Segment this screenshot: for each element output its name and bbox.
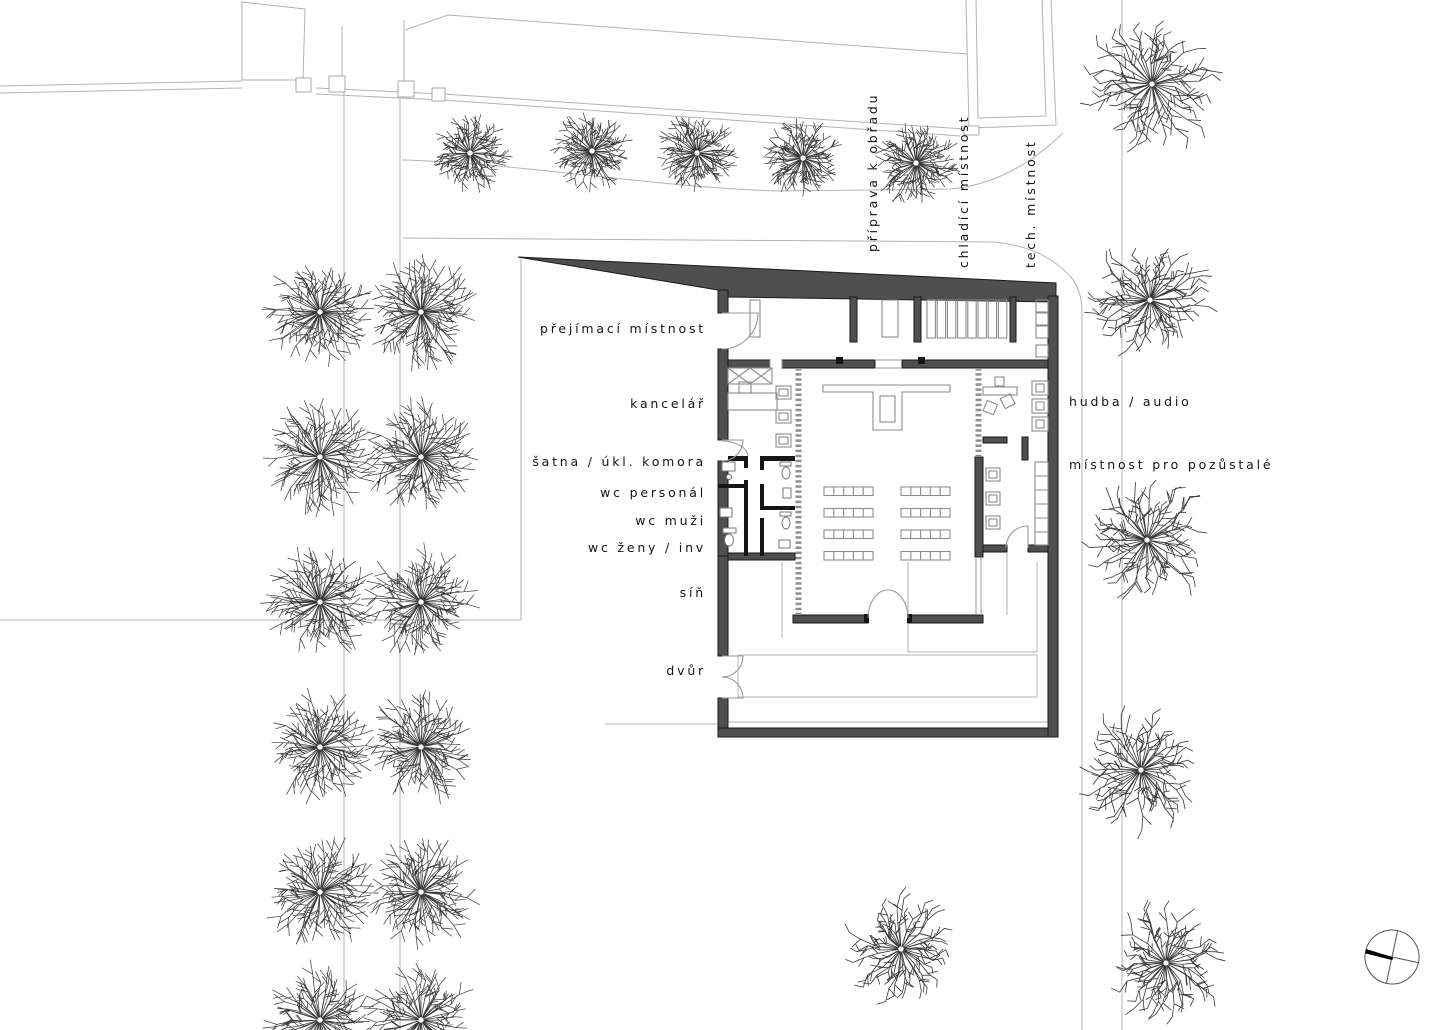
room-label-mistnost-pro-pozustale: místnost pro pozůstalé bbox=[1069, 457, 1274, 473]
round-tree-symbol bbox=[262, 266, 374, 367]
cold-slot bbox=[958, 300, 966, 338]
wc-fixtures bbox=[720, 462, 791, 548]
bench-row bbox=[901, 509, 950, 518]
bench-row bbox=[901, 487, 950, 496]
round-tree-symbol bbox=[272, 688, 380, 804]
room-label-kancelar: kancelář bbox=[630, 396, 706, 412]
cold-slot bbox=[937, 300, 945, 338]
bench-row bbox=[824, 487, 873, 496]
bench-row bbox=[901, 530, 950, 539]
room-label-priprava-k-obradu: příprava k obřadu bbox=[865, 92, 880, 252]
cold-slot bbox=[978, 300, 986, 338]
leafy-tree-symbol bbox=[1080, 706, 1194, 839]
bench-row bbox=[824, 509, 873, 518]
cold-slot bbox=[998, 300, 1006, 338]
round-tree-symbol bbox=[373, 254, 477, 371]
room-label-prejimaci-mistnost: přejímací místnost bbox=[539, 321, 706, 337]
room-label-sin: síň bbox=[679, 585, 706, 601]
catafalque bbox=[823, 385, 950, 430]
round-tree-symbol bbox=[263, 960, 374, 1030]
room-label-tech-mistnost: tech. místnost bbox=[1023, 139, 1038, 268]
round-tree-symbol bbox=[267, 837, 379, 944]
cold-slot bbox=[947, 300, 955, 338]
round-tree-symbol bbox=[263, 399, 378, 518]
round-tree-symbol bbox=[361, 543, 479, 656]
round-tree-symbol bbox=[434, 114, 512, 192]
north-wedge-wall bbox=[518, 257, 1056, 302]
round-tree-symbol bbox=[368, 839, 480, 950]
courtyard-paving bbox=[728, 553, 1048, 722]
cold-slot bbox=[988, 300, 996, 338]
room-label-hudba-audio: hudba / audio bbox=[1069, 394, 1192, 410]
bench-row bbox=[901, 552, 950, 561]
leafy-tree-symbol bbox=[1082, 480, 1207, 599]
leafy-tree-symbol bbox=[1112, 900, 1226, 1023]
leafy-tree-symbol bbox=[1085, 248, 1217, 356]
bench-row bbox=[824, 552, 873, 561]
bench-row bbox=[824, 530, 873, 539]
north-compass-icon bbox=[1360, 925, 1424, 989]
round-tree-symbol bbox=[364, 963, 474, 1030]
room-label-wc-personal: wc personál bbox=[600, 485, 706, 501]
cold-slot bbox=[968, 300, 976, 338]
round-tree-symbol bbox=[550, 113, 632, 192]
room-label-satna-ukl-komora: šatna / úkl. komora bbox=[532, 454, 706, 470]
round-tree-symbol bbox=[365, 690, 470, 804]
round-tree-symbol bbox=[658, 117, 738, 192]
room-label-wc-muzi: wc muži bbox=[635, 513, 706, 529]
cold-slot bbox=[927, 300, 935, 338]
round-tree-symbol bbox=[260, 547, 377, 652]
room-label-wc-zeny-inv: wc ženy / inv bbox=[588, 540, 706, 556]
glass-walls bbox=[799, 368, 982, 615]
leafy-tree-symbol bbox=[1080, 21, 1222, 152]
room-label-dvur: dvůr bbox=[666, 663, 706, 679]
round-tree-symbol bbox=[763, 119, 841, 196]
trees-layer bbox=[260, 21, 1225, 1030]
round-tree-symbol bbox=[367, 397, 478, 509]
leafy-tree-symbol bbox=[845, 888, 952, 1005]
room-label-chladici-mistnost: chladící místnost bbox=[956, 114, 971, 268]
